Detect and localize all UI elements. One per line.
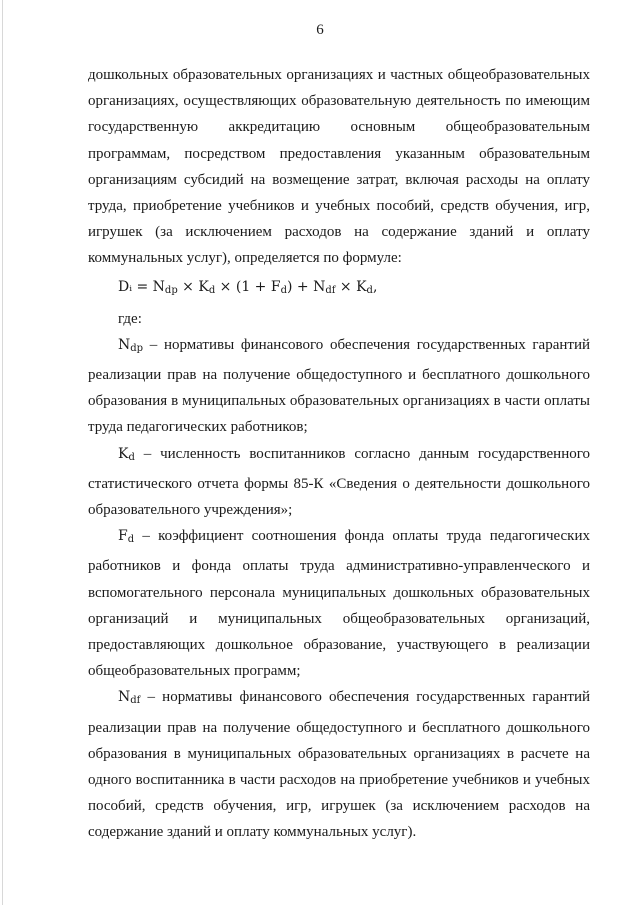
definition-kd bbox=[88, 441, 590, 524]
definition-symbol: N bbox=[118, 689, 131, 706]
definition-symbol: F bbox=[118, 528, 128, 545]
definition-subscript: d bbox=[128, 451, 135, 463]
definition-subscript: dp bbox=[130, 342, 144, 354]
scan-edge-line bbox=[2, 0, 3, 905]
formula-text: Dᵢ = $N_{dp} \times K_d \times (1 + F_d) + N_{df} \times K_d$, bbox=[118, 278, 378, 296]
definition-symbol: N bbox=[118, 336, 131, 353]
definition-text: – коэффициент соотношения фонда оплаты труда педагогических работников и фонда оплаты труда административно-управленческого и вспомогательного персонала муниципальных дошкольных образовательных организаций и муниципальных общеобразовательных организаций, предоставляющих дошкольное образование, участвующего в реализации общеобразовательных программ; bbox=[88, 528, 590, 680]
formula bbox=[88, 272, 590, 306]
intro-paragraph: дошкольных образовательных организациях и частных общеобразовательных организациях, осуществляющих образовательную деятельность по имеющим государственную аккредитацию основным общеобразовательным программам, посредством предоставления указанным образовательным организациям субсидий на возмещение затрат, включая расходы на оплату труда, приобретение учебников и учебных пособий, средств обучения, игр, игрушек (за исключением расходов на содержание зданий и оплату коммунальных услуг), определяется по формуле: bbox=[88, 67, 590, 267]
where-label: где: bbox=[118, 310, 142, 327]
definition-text: – численность воспитанников согласно данным государственного статистического отчета формы 85-К «Сведения о деятельности дошкольного образовательного учреждения»; bbox=[88, 445, 590, 519]
definition-ndp bbox=[88, 332, 590, 441]
definition-fd bbox=[88, 523, 590, 684]
definition-text: – нормативы финансового обеспечения государственных гарантий реализации прав на получение общедоступного и бесплатного дошкольного образования в муниципальных образовательных организациях в расчете на одного воспитанника в части расходов на приобретение учебников и учебных пособий, средств обучения, игр, игрушек (за исключением расходов на содержание зданий и оплату коммунальных услуг). bbox=[88, 689, 590, 841]
page-number: 6 bbox=[316, 22, 324, 38]
document-body bbox=[88, 62, 590, 846]
definition-text: – нормативы финансового обеспечения государственных гарантий реализации прав на получение общедоступного и бесплатного дошкольного образования в муниципальных образовательных организациях в части оплаты труда педагогических работников; bbox=[88, 336, 590, 436]
definition-symbol: K bbox=[118, 445, 129, 462]
definition-subscript: df bbox=[130, 695, 141, 707]
definition-subscript: d bbox=[127, 534, 135, 546]
definition-ndf bbox=[88, 684, 590, 845]
